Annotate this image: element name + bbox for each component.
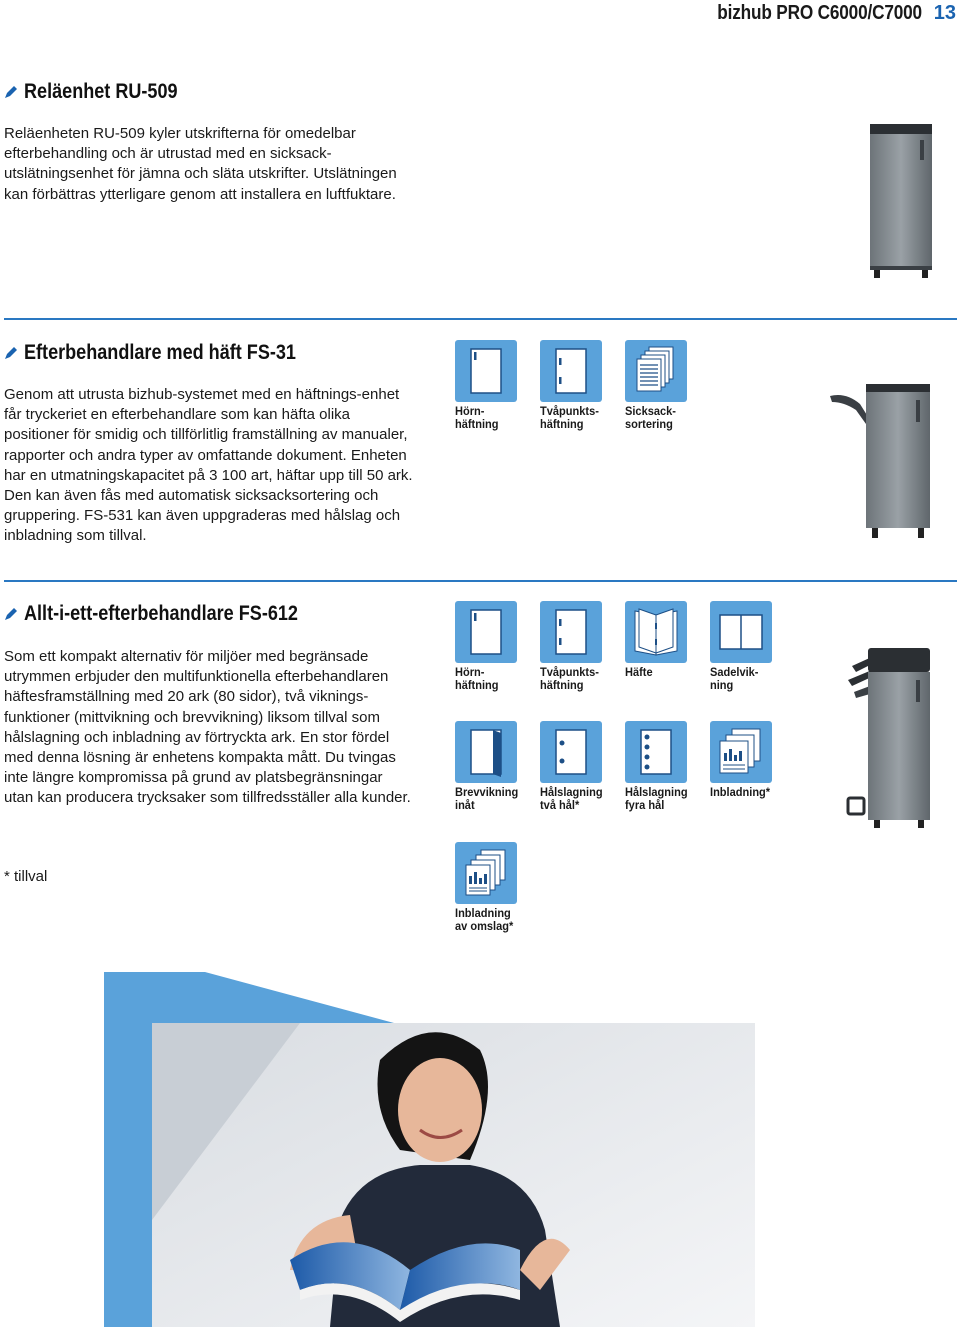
- booklet-icon: [625, 601, 687, 663]
- section-title: Efterbehandlare med häft FS-31: [24, 341, 296, 364]
- section-body: Genom att utrusta bizhub-systemet med en häftnings-enhet får tryckeriet en efterbehandlare som kan häfta olika positioner för smidig och tillförlitlig framställning av manualer, rapporter och andra typer av omfattande dokument. Enheten har en utmatningskapacitet på 3 100 art, häftar upp till 50 ark. Den kan även fås med automatisk sicksacksortering och gruppering. FS-531 kan även uppgraderas med hålslag och inbladning som tillval.: [4, 386, 413, 545]
- page-number: 13: [933, 2, 956, 24]
- section-divider: [4, 318, 957, 320]
- section-heading-fs612: [4, 602, 343, 626]
- stapler-finisher-image: [826, 382, 938, 540]
- relay-unit-image: [862, 120, 938, 280]
- letter-fold-in-icon: [455, 721, 517, 783]
- section-heading-fs31: [4, 341, 340, 365]
- section-body: Reläenheten RU-509 kyler utskrifterna för omedelbar efterbehandling och är utrustad med en sicksack-utslätningsenhet för jämna och släta utskrifter. Utslätningen kan förbättras ytterligare genom att installera en luftfuktare.: [4, 125, 397, 203]
- woman-reading-photo: [0, 970, 960, 1327]
- feature-label: Häfte: [625, 665, 653, 679]
- feature-label: Sicksack- sortering: [625, 404, 676, 431]
- feature-label: Inbladning av omslag*: [455, 906, 514, 933]
- feature-label: Hörn- häftning: [455, 404, 499, 431]
- section-heading-ru509: [4, 80, 203, 104]
- document-title: bizhub PRO C6000/C7000: [717, 2, 922, 24]
- punch-two-hole-icon: [540, 721, 602, 783]
- feature-label: Brevvikning inåt: [455, 785, 519, 812]
- feature-label: Tvåpunkts- häftning: [540, 665, 599, 692]
- post-insertion-icon: [710, 721, 772, 783]
- feature-label: Hålslagning två hål*: [540, 785, 603, 812]
- offset-sort-icon: [625, 340, 687, 402]
- two-point-staple-icon: [540, 601, 602, 663]
- section-body: Som ett kompakt alternativ för miljöer med begränsade utrymmen erbjuder den multifunktionella efterbehandlaren häftesframställning med 20 ark (80 sidor), två viknings-funktioner (mittvikning och brevvikning) liksom tillval som hålslagning och inbladning av förtryckta ark. En stor fördel med denna lösning är enhetens kompakta mått. Du tvingas inte längre kompromissa på grund av platsbegränsningar utan kan producera trycksaker som tillfredsställer alla kunder.: [4, 648, 411, 807]
- section-title: Reläenhet RU-509: [24, 80, 178, 103]
- corner-staple-icon: [455, 601, 517, 663]
- feature-label: Hålslagning fyra hål: [625, 785, 688, 812]
- pen-bullet-icon: [4, 607, 18, 621]
- corner-staple-icon: [455, 340, 517, 402]
- section-divider: [4, 580, 957, 582]
- cover-insertion-icon: [455, 842, 517, 904]
- all-in-one-finisher-image: [840, 642, 936, 828]
- two-point-staple-icon: [540, 340, 602, 402]
- pen-bullet-icon: [4, 85, 18, 99]
- feature-label: Hörn- häftning: [455, 665, 499, 692]
- footnote: * tillval: [4, 868, 48, 885]
- feature-label: Sadelvik- ning: [710, 665, 759, 692]
- feature-label: Inbladning*: [710, 785, 771, 799]
- pen-bullet-icon: [4, 346, 18, 360]
- saddle-fold-icon: [710, 601, 772, 663]
- feature-label: Tvåpunkts- häftning: [540, 404, 599, 431]
- punch-four-hole-icon: [625, 721, 687, 783]
- section-title: Allt-i-ett-efterbehandlare FS-612: [24, 602, 298, 625]
